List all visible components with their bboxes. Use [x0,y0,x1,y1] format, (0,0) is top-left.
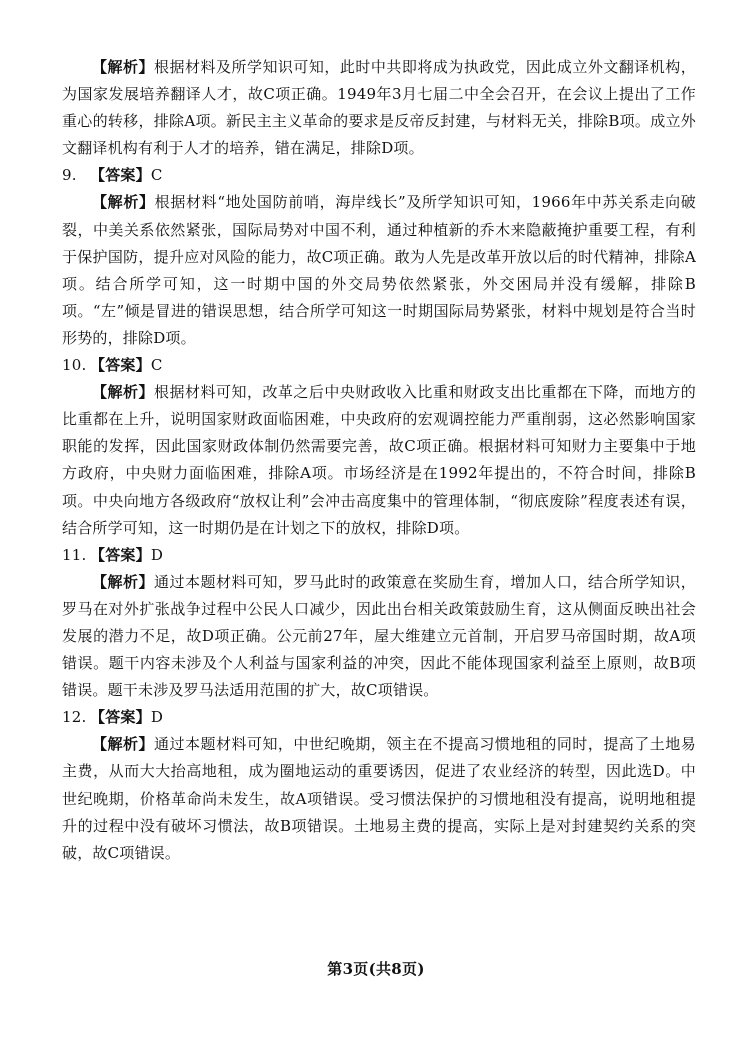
explanation-text: 根据材料及所学知识可知，此时中共即将成为执政党，因此成立外文翻译机构，为国家发展培养翻译人才，故C项正确。1949年3月七届二中全会召开，在会议上提出了工作重心的转移，排除A项。新民主主义革命的要求是反帝反封建，与材料无关，排除B项。成立外文翻译机构有利于人才的培养，错在满足，排除D项。 [62,58,696,158]
explanation-text: 通过本题材料可知，罗马此时的政策意在奖励生育，增加人口，结合所学知识，罗马在对外扩张战争过程中公民人口减少，因此出台相关政策鼓励生育，这从侧面反映出社会发展的潜力不足，故D项正确。公元前27年，屋大维建立元首制，开启罗马帝国时期，故A项错误。题干内容未涉及个人利益与国家利益的冲突，因此不能体现国家利益至上原则，故B项错误。题干未涉及罗马法适用范围的扩大，故C项错误。 [62,572,696,700]
explanation-text: 根据材料可知，改革之后中央财政收入比重和财政支出比重都在下降，而地方的比重都在上升，说明国家财政面临困难，中央政府的宏观调控能力严重削弱，这必然影响国家职能的发挥，因此国家财政体制仍然需要完善，故C项正确。根据材料可知财力主要集中于地方政府，中央财力面临困难，排除A项。市场经济是在1992年提出的，不符合时间，排除B项。中央向地方各级政府“放权让利”会冲击高度集中的管理体制，“彻底废除”程度表述有误，结合所学可知，这一时期仍是在计划之下的放权，排除D项。 [62,383,696,537]
explanation-label: 【解析】 [92,735,154,754]
answer-line [62,704,696,731]
answer-line [62,542,696,569]
answer-line [62,352,696,379]
answer-label: 【答案】 [90,708,151,727]
answer-label: 【答案】 [90,166,151,185]
explanation-paragraph [62,731,696,866]
page-footer: 第3页(共8页) [327,960,425,978]
question-number: 12. [62,708,87,727]
explanation-paragraph [62,569,696,704]
question-number: 9. [62,166,77,185]
answer-label: 【答案】 [90,545,151,564]
explanation-paragraph [62,54,696,162]
explanation-label: 【解析】 [92,58,154,76]
explanation-label: 【解析】 [92,193,155,212]
explanation-label: 【解析】 [92,383,154,402]
explanation-label: 【解析】 [92,572,154,591]
answer-line [62,162,696,189]
answer-value: D [150,545,164,564]
answer-label: 【答案】 [90,356,151,375]
explanation-text: 通过本题材料可知，中世纪晚期，领主在不提高习惯地租的同时，提高了土地易主费，从而大大抬高地租，成为圈地运动的重要诱因，促进了农业经济的转型，因此选D。中世纪晚期，价格革命尚未发生，故A项错误。受习惯法保护的习惯地租没有提高，说明地租提升的过程中没有破坏习惯法，故B项错误。土地易主费的提高，实际上是对封建契约关系的突破，故C项错误。 [62,735,696,862]
explanation-text: 根据材料“地处国防前哨，海岸线长”及所学知识可知，1966年中苏关系走向破裂，中美关系依然紧张，国际局势对中国不利，通过种植新的乔木来隐蔽掩护重要工程，有利于保护国防，提升应对风险的能力，故C项正确。敢为人先是改革开放以后的时代精神，排除A项。结合所学可知，这一时期中国的外交局势依然紧张，外交困局并没有缓解，排除B项。“左”倾是冒进的错误思想，结合所学可知这一时期国际局势紧张，材料中规划是符合当时形势的，排除D项。 [62,193,696,347]
explanation-paragraph [62,189,696,352]
document-body [62,54,696,867]
explanation-paragraph [62,379,696,542]
answer-value: D [150,708,164,727]
question-number: 11. [62,545,87,564]
answer-value: C [150,166,163,185]
answer-value: C [150,356,163,375]
question-number: 10. [62,356,87,375]
